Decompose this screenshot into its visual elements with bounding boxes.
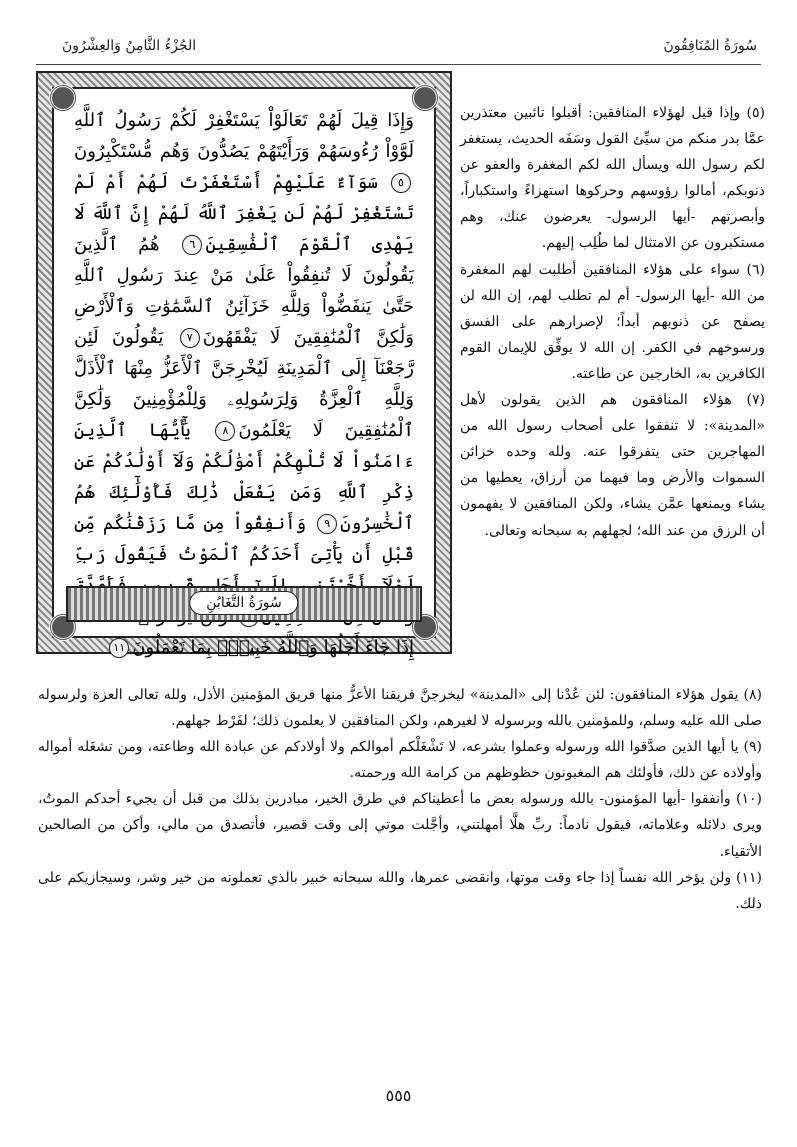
verse-text: وَإِذَا قِيلَ لَهُمْ تَعَالَوْاْ يَسْتَغْفِرْ لَكُمْ رَسُولُ ٱللَّهِ لَوَّوْاْ رُءُوسَهُمْ وَرَأَيْتَهُمْ يَصُدُّونَ وَهُم مُّسْتَكْبِرُونَ — [74, 110, 414, 162]
verse-text: سَوَآءٌ عَلَيْهِمْ أَسْتَغْفَرْتَ لَهُمْ أَمْ لَمْ تَسْتَغْفِرْ لَهُمْ لَن يَغْفِرَ ٱللَّهُ لَهُمْ إِنَّ ٱللَّهَ لَا يَهْدِى ٱلْقَوْمَ ٱلْفَٰسِقِينَ — [74, 172, 414, 255]
tafsir-paragraph: (١٠) وأنفقوا -أيها المؤمنون- بالله ورسوله بعض ما أعطيناكم في طرق الخير، مبادرين بذلك من قبل أن يجيء أحدكم الموتُ، ويرى دلائله وعلاماته، فيقول نادماً: ربِّ هلَّا أمهلتني، وأجَّلت موتي إلى وقت قصير، فأتصدق من مالي، وأكن من الصالحين الأتقياء. — [38, 791, 762, 860]
verse-text: يَٰٓأَيُّهَا ٱلَّذِينَ ءَامَنُواْ لَا تُلْهِكُمْ أَمْوَٰلُكُمْ وَلَآ أَوْلَٰدُكُمْ عَن ذِكْرِ ٱللَّهِ وَمَن يَفْعَلْ ذَٰلِكَ فَأُوْلَٰٓئِكَ هُمُ ٱلْخَٰسِرُونَ — [74, 420, 414, 534]
tafsir-paragraph: (٥) وإذا قيل لهؤلاء المنافقين: أقبلوا تائبين معتذرين عمَّا بدر منكم من سيِّئ القول وسَفَه الحديث، يستغفر لكم رسول الله ويسأل الله لكم المغفرة والعفو عن ذنوبكم، أمالوا رؤوسهم وحركوها استهزاءً واستكباراً، وأبصرتهم -أيها الرسول- يعرضون عنك، وهم مستكبرون عن الامتثال لما طُلِب إليهم. — [460, 105, 765, 252]
verse-text: وَأَنفِقُواْ مِن مَّا رَزَقْنَٰكُم مِّن قَبْلِ أَن يَأْتِىَ أَحَدَكُمُ ٱلْمَوْتُ فَيَقُولَ رَبِّ — [74, 513, 414, 565]
tafsir-paragraph: (٨) يقول هؤلاء المنافقون: لئن عُدْنا إلى «المدينة» ليخرجنَّ فريقنا الأعزُّ منها فريق المؤمنين الأذل، ولله تعالى العزة ولرسوله صلى الله عليه وسلم، وللمؤمنين بالله وبرسوله لا لغيرهم، ولكن المنافقين لا يعلمون ذلك؛ لفَرْط جهلهم. — [38, 687, 762, 730]
tafsir-paragraph: (١١) ولن يؤخر الله نفساً إذا جاء وقت موتها، وانقضى عمرها، والله سبحانه خبير بالذي تعملونه من خير وشر، وسيجازيكم على ذلك. — [38, 869, 762, 912]
ornament-corner-icon — [411, 84, 439, 112]
tafsir-side-column — [460, 100, 765, 680]
header-divider — [36, 64, 761, 65]
tafsir-full-width — [38, 682, 762, 962]
juz-header: الجُزْءُ الثَّامِنُ وَالعِشْرُونَ — [62, 38, 197, 54]
verse-number-marker: ٩ — [317, 514, 337, 534]
tafsir-paragraph: (٦) سواء على هؤلاء المنافقين أطلبت لهم المغفرة من الله -أيها الرسول- أم لم تطلب لهم، إن الله لن يصفح عن ذنوبهم أبداً؛ لإصرارهم على الفسق ورسوخهم في الكفر. إن الله لا يوفِّق للإيمان القوم الكافرين به، الخارجين عن طاعته. — [460, 261, 765, 382]
surah-title-banner — [66, 586, 422, 622]
verse-number-marker: ٧ — [180, 328, 200, 348]
verse-number-marker: ٦ — [182, 235, 202, 255]
next-surah-title: سُورَةُ التَّغَابُنِ — [189, 591, 298, 615]
tafsir-paragraph: (٩) يا أيها الذين صدَّقوا الله ورسوله وعملوا بشرعه، لا تَشْغَلْكم أموالكم ولا أولادكم عن عبادة الله وطاعته، ومن تشغَله أمواله وأولاده عن ذلك، فأولئك هم المغبونون حظوظهم من كرامة الله ورحمته. — [38, 739, 762, 782]
surah-header: سُورَةُ المُنَافِقُونَ — [663, 38, 757, 54]
quran-frame — [36, 71, 452, 658]
verse-number-marker: ٥ — [391, 173, 411, 193]
ornament-corner-icon — [49, 84, 77, 112]
verse-number-marker: ٨ — [215, 421, 235, 441]
verse-number-marker: ١١ — [109, 638, 129, 658]
page-number: ٥٥٥ — [385, 1086, 412, 1105]
verse-text: يَقُولُونَ لَئِن رَّجَعْنَآ إِلَى ٱلْمَدِينَةِ لَيُخْرِجَنَّ ٱلْأَعَزُّ مِنْهَا ٱلْأَذَلَّ وَلِلَّهِ ٱلْعِزَّةُ وَلِرَسُولِهِۦ وَلِلْمُؤْمِنِينَ وَلَٰكِنَّ ٱلْمُنَٰفِقِينَ لَا يَعْلَمُونَ — [74, 327, 414, 441]
quran-frame-inner — [52, 87, 436, 658]
verse-text: هُمُ ٱلَّذِينَ يَقُولُونَ لَا تُنفِقُواْ عَلَىٰ مَنْ عِندَ رَسُولِ ٱللَّهِ حَتَّىٰ يَنفَضُّواْ وَلِلَّهِ خَزَآئِنُ ٱلسَّمَٰوَٰتِ وَٱلْأَرْضِ وَلَٰكِنَّ ٱلْمُنَٰفِقِينَ لَا يَفْقَهُونَ — [74, 234, 414, 348]
verse-text: إِذَا جَآءَ أَجَلُهَا وَٱللَّهُ خَبِيرٌۢ بِمَا تَعْمَلُونَ — [132, 637, 414, 658]
tafsir-paragraph: (٧) هؤلاء المنافقون هم الذين يقولون لأهل «المدينة»: لا تنفقوا على أصحاب رسول الله من المهاجرين حتى يتفرقوا عنه. ولله وحده خزائن السموات والأرض وما فيهما من أرزاق، يعطيها من يشاء ويمنعها عمَّن يشاء، ولكن المنافقين لا يفهمون أن الرزق من عند الله؛ لجهلهم به سبحانه وتعالى. — [460, 392, 765, 539]
